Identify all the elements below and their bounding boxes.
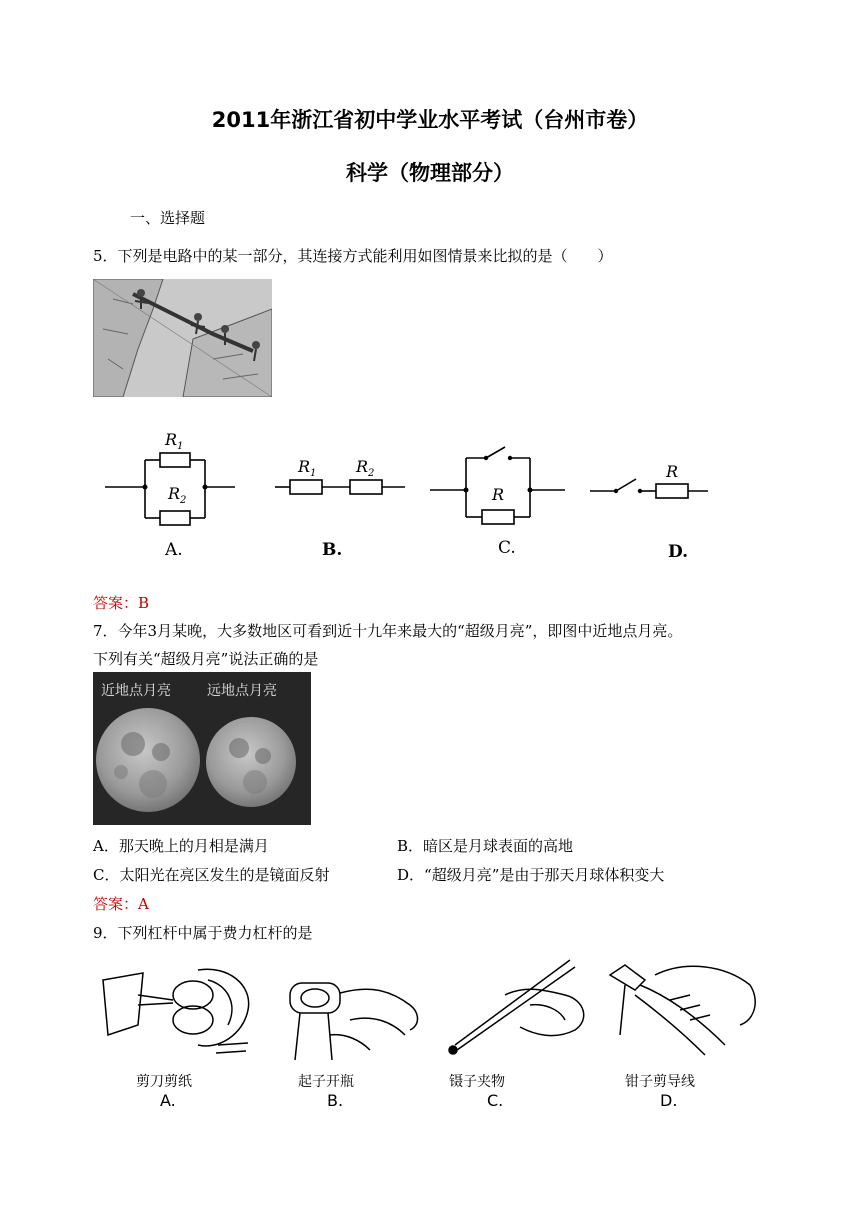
lever-option-a [98, 965, 258, 1115]
perigee-moon-caption: 近地点月亮 [101, 683, 171, 699]
page-subtitle: 科学（物理部分） [346, 161, 514, 185]
circuit-a-r2-label: $R_2$ [168, 484, 187, 506]
question-7-option-a: A．那天晚上的月相是满月 [93, 837, 269, 855]
circuit-b-series [270, 452, 410, 562]
pliers-icon [595, 955, 760, 1065]
lever-c-label: C. [487, 1091, 504, 1110]
apogee-moon [206, 717, 296, 807]
question-7-option-d: D．“超级月亮”是由于那天月球体积变大 [397, 866, 665, 884]
lever-option-d [595, 955, 760, 1115]
page-title: 2011年浙江省初中学业水平考试（台州市卷） [211, 108, 649, 132]
question-7-text-line1: 7．今年3月某晚，大多数地区可看到近十九年来最大的“超级月亮”，即图中近地点月亮。 [93, 622, 683, 640]
question-7-option-b: B．暗区是月球表面的高地 [397, 837, 574, 855]
question-7-option-c: C．太阳光在亮区发生的是镜面反射 [93, 866, 330, 884]
question-9-text: 9．下列杠杆中属于费力杠杆的是 [93, 924, 313, 942]
tweezers-icon [435, 955, 595, 1065]
moon-comparison-photo [93, 672, 311, 825]
circuit-b-r2-label: $R_2$ [356, 457, 375, 479]
circuit-c-r-label: R [492, 485, 505, 504]
circuit-c-switch-parallel [430, 440, 570, 562]
circuit-b-option-label: B. [322, 540, 343, 560]
question-7-text-line2: 下列有关“超级月亮”说法正确的是 [93, 650, 319, 668]
scissors-icon [98, 965, 258, 1065]
apogee-moon-caption: 远地点月亮 [207, 683, 277, 699]
bottle-opener-icon [270, 965, 430, 1065]
lever-option-c [435, 955, 595, 1115]
section-heading: 一、选择题 [130, 209, 206, 227]
lever-d-label: D. [660, 1091, 678, 1110]
lever-b-caption: 起子开瓶 [298, 1074, 354, 1090]
circuit-d-switch-series [590, 455, 720, 563]
lever-a-label: A. [160, 1091, 176, 1110]
question-5-answer: 答案：B [93, 594, 150, 612]
question-5-text: 5．下列是电路中的某一部分，其连接方式能利用如图情景来比拟的是（ ） [93, 247, 613, 265]
cliff-bridge-photo [93, 279, 272, 397]
lever-option-b [270, 965, 430, 1115]
lever-d-caption: 钳子剪导线 [625, 1074, 695, 1090]
circuit-c-option-label: C. [498, 538, 516, 558]
circuit-a-option-label: A. [165, 540, 183, 560]
circuit-a-parallel [105, 425, 240, 560]
circuit-b-r1-label: $R_1$ [298, 457, 317, 479]
circuit-d-option-label: D. [668, 542, 689, 562]
lever-b-label: B. [327, 1091, 344, 1110]
lever-c-caption: 镊子夹物 [449, 1074, 505, 1090]
question-7-answer: 答案：A [93, 895, 149, 913]
circuit-d-r-label: R [666, 462, 679, 481]
lever-a-caption: 剪刀剪纸 [136, 1074, 192, 1090]
circuit-a-r1-label: $R_1$ [165, 430, 184, 452]
